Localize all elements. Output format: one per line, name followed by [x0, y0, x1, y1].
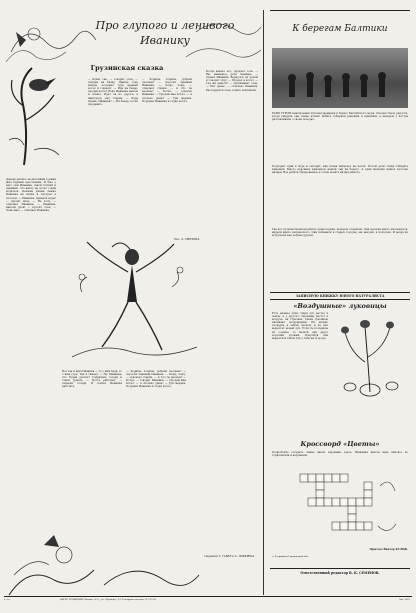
page-marker: 4 ═══	[4, 598, 11, 601]
address-line: АДРЕС РЕДАКЦИИ: Москва, А-55, ул. «Правды», 24. Телефоны отделов: Д 3-35-00.	[60, 598, 157, 601]
story-column-5: Вот так и жил Иваника — то с ним беда, то с ним горе. Так я сказал: — Ну, Иваника, что будем делать? Собрались соседи и стали думать. — Пусть работает, — сказали соседи. И пошёл Иваника работать.	[62, 370, 122, 389]
crossword-location: г. Дзержинск Горьковской обл.	[272, 555, 309, 558]
bulbs-title: «Воздушные» луковицы	[293, 302, 387, 310]
bulb-plant-illustration	[330, 312, 408, 397]
balt-column-1: Подходит один к воде и смотрит, как волна набегает на песок. Потом дети стали собирать камешки. Много красивых камешков нашли они на берегу. А один мальчик нашёл кусочек янтаря. Все ребята обрадовались и стали искать янтарь вместе.	[272, 165, 408, 175]
balt-title: К берегам Балтики	[292, 24, 388, 34]
notebook-bottom-rule	[270, 299, 410, 300]
dancing-figure-illustration	[62, 232, 202, 362]
editor-line: Ответственный редактор В. К. СЕМЕНОВ.	[300, 571, 380, 575]
story-title: Про глупого и ленивого Иванику	[95, 19, 235, 47]
crossword-intro: Попробуйте отгадать, какие цветы задуманы здесь. Названия цветов надо вписать по горизонтали и вертикали.	[272, 451, 408, 458]
photo-caption: РАНО УТРОМ вышли наши путешественники к берегу Балтийского моря. Сколько было радости, когда увидели они синие волны! Ребята собирали ракушки и камешки, а вечером у костра рассказывали о своих походах.	[272, 112, 408, 122]
notebook-header: ЗАПИСНУЮ КНИЖКУ ЮНОГО НАТУРАЛИСТА	[295, 294, 385, 298]
beach-photo	[272, 48, 408, 108]
story-column-6: — Ходишь, ходишь, добрый человек? — спросил ленивый Иваника. — Хожу, хожу, — отвечает старик. — А что ты несёшь? — Котёл, — говорит Иваника. — Продай мне котёл. — А сколько дашь? — Три медяка. Подумал Иваника и отдал котёл.	[126, 370, 186, 389]
bottom-ornament	[4, 525, 204, 600]
story-column-1: Далеко-далеко за высокими горами жил бедный крестьянин. И был у него сын Иваника, такой глупый и ленивый, что никто не хотел с ним водиться. Целыми днями лежал Иваника на печке и смотрел в потолок. — Иваника, принеси воды! — просит мать. — Не хочу, — отвечает Иваника. — Иваника, наколи дров! — просит отец. — Лень мне, — отвечает Иваника.	[6, 178, 56, 212]
crossword-title: Кроссворд «Цветы»	[300, 440, 380, 448]
crossword-author: Прислал Виктор КУЛИК.	[369, 548, 408, 551]
story-subtitle: Грузинская сказка	[90, 64, 164, 72]
issue-number: Зак. 1461	[399, 598, 410, 601]
illustration-caption: Рис. Л. СМЕХОВА.	[174, 238, 200, 241]
page-divider	[263, 10, 264, 595]
translator-credit: Перевели Т. ГАБЕЕ и А. ЛИБЕРЕКА.	[204, 555, 255, 558]
balt-header-border	[270, 10, 410, 11]
story-column-2: — Кхим, так, — говорит отец, — пойдём на базар. Принёс отец мешок, положил туда медный котёл и говорит: — Иди на базар, продай котёл. Взял Иваника мешок и пошёл. Идёт он по дороге, а навстречу ему старик. — Куда идёшь, Иваника? — На базар, котёл продавать.	[88, 78, 138, 106]
crossword-grid	[290, 466, 400, 546]
editor-rule	[270, 568, 410, 569]
footer-rule	[4, 596, 412, 597]
story-column-4: Когда вышел его, продает соль. — Вы, наверное, дети ленивые, — сказал Иваника. Вернулся он домой и говорит отцу: — Продал я котёл. — Где же деньги? — спрашивает отец. — Нет денег, — отвечает Иваника. Рассердился отец, а мать заплакала.	[206, 70, 258, 92]
balt-column-2: Так вот путешествовали ребята: днём ходили, вечером отдыхали. Они прошли много километров, видели много интересного. Они побывали в старых городах, на заводах, в колхозах. И везде их встречали как добрых друзей.	[272, 228, 408, 238]
bird-tree-illustration	[4, 60, 64, 170]
story-column-3: — Ходишь, ходишь, добрый человек? — спросил ленивый Иваника. — Хожу, хожу, — отвечает старик. — А что ты несёшь? — Котёл, — говорит Иваника. — Продай мне котёл. — А сколько дашь? — Три медяка. Подумал Иваника и отдал котёл.	[142, 78, 192, 103]
bulbs-text: Есть разные луки. Один лук растёт в земле, а у другого луковицы растут в воздухе, на стрелках. Такие луковицы называют воздушными. Их можно посадить в землю весной, и из них вырастет новый лук. Если ты посадишь их осенью, то весной они дадут хороший урожай. Попробуй сам вырастить такой лук у себя на огороде.	[272, 312, 328, 340]
notebook-top-rule	[270, 292, 410, 293]
